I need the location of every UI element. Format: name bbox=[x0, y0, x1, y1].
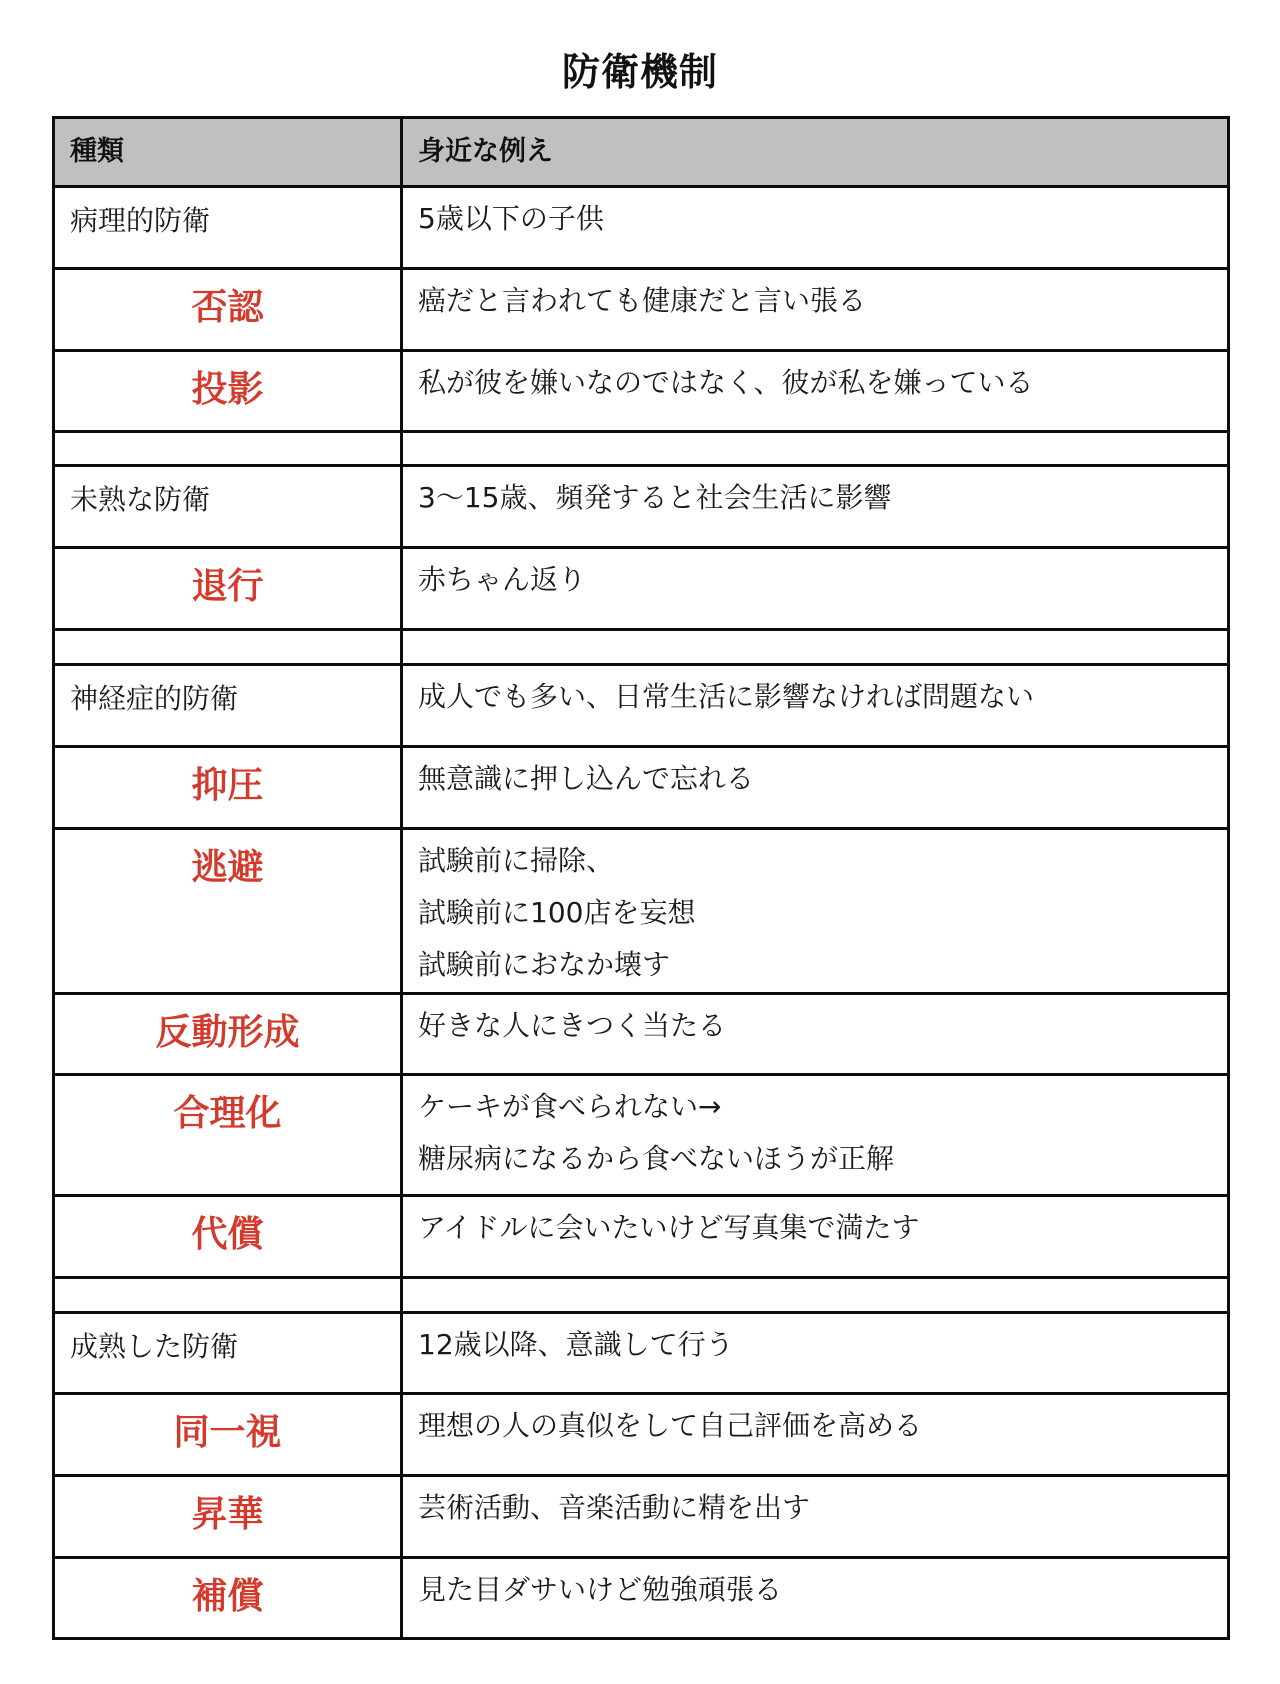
example-line: 赤ちゃん返り bbox=[418, 563, 587, 596]
example-line: 私が彼を嫌いなのではなく、彼が私を嫌っている bbox=[418, 366, 1034, 399]
mechanism-name: 退行 bbox=[191, 566, 264, 607]
example-line: 理想の人の真似をして自己評価を高める bbox=[418, 1409, 923, 1442]
example-text bbox=[418, 193, 604, 245]
header-type: 種類 bbox=[55, 119, 403, 185]
type-cell bbox=[55, 631, 403, 663]
example-text bbox=[418, 472, 891, 524]
table-header-row bbox=[55, 119, 1227, 188]
mechanism-row bbox=[55, 995, 1227, 1076]
example-line: 糖尿病になるから食べないほうが正解 bbox=[418, 1142, 895, 1175]
type-cell bbox=[55, 1076, 403, 1194]
mechanism-row bbox=[55, 1477, 1227, 1559]
example-line: 5歳以下の子供 bbox=[418, 202, 604, 235]
example-line: 癌だと言われても健康だと言い張る bbox=[418, 284, 867, 317]
example-line: 成人でも多い、日常生活に影響なければ問題ない bbox=[418, 680, 1035, 713]
mechanism-row bbox=[55, 352, 1227, 433]
example-text bbox=[418, 1564, 782, 1616]
mechanism-row bbox=[55, 1559, 1227, 1637]
example-text bbox=[418, 1202, 919, 1254]
example-cell bbox=[403, 549, 1227, 628]
example-cell bbox=[403, 433, 1227, 464]
example-cell bbox=[403, 995, 1227, 1073]
example-line: ケーキが食べられない→ bbox=[418, 1090, 722, 1123]
example-line: 3〜15歳、頻発すると社会生活に影響 bbox=[418, 481, 892, 514]
example-cell bbox=[403, 1395, 1227, 1474]
category-row bbox=[55, 467, 1227, 549]
mechanism-name: 逃避 bbox=[191, 847, 264, 888]
example-cell bbox=[403, 1197, 1227, 1276]
mechanism-name: 代償 bbox=[191, 1214, 264, 1255]
category-row bbox=[55, 188, 1227, 270]
example-line: 試験前におなか壊す bbox=[418, 948, 671, 981]
example-text bbox=[418, 1319, 734, 1371]
example-cell bbox=[403, 631, 1227, 663]
example-text bbox=[418, 357, 1033, 409]
category-row bbox=[55, 1314, 1227, 1395]
example-text bbox=[418, 753, 754, 805]
example-cell bbox=[403, 352, 1227, 430]
header-example: 身近な例え bbox=[418, 136, 553, 167]
mechanism-name: 同一視 bbox=[173, 1412, 282, 1453]
example-line: アイドルに会いたいけど写真集で満たす bbox=[418, 1211, 920, 1244]
mechanism-name: 昇華 bbox=[191, 1494, 264, 1535]
type-cell bbox=[55, 549, 403, 628]
example-text bbox=[418, 671, 1034, 723]
example-text bbox=[418, 1400, 922, 1452]
mechanism-row bbox=[55, 1197, 1227, 1279]
mechanism-name: 補償 bbox=[191, 1576, 264, 1617]
example-line: 試験前に100店を妄想 bbox=[418, 896, 696, 929]
type-cell bbox=[55, 467, 403, 546]
example-cell bbox=[403, 1076, 1227, 1194]
mechanism-name: 抑圧 bbox=[191, 765, 264, 806]
example-text bbox=[418, 1000, 726, 1052]
mechanism-name: 否認 bbox=[191, 287, 264, 328]
example-text bbox=[418, 275, 866, 327]
page-title: 防衛機制 bbox=[561, 50, 718, 94]
type-cell bbox=[55, 1314, 403, 1392]
example-cell bbox=[403, 1477, 1227, 1556]
mechanism-row bbox=[55, 1395, 1227, 1477]
type-cell bbox=[55, 1477, 403, 1556]
type-cell bbox=[55, 748, 403, 827]
category-row bbox=[55, 666, 1227, 748]
category-name: 未熟な防衛 bbox=[70, 483, 211, 516]
mechanism-row bbox=[55, 748, 1227, 830]
example-line: 12歳以降、意識して行う bbox=[418, 1328, 734, 1361]
example-text bbox=[418, 554, 586, 606]
example-cell bbox=[403, 467, 1227, 546]
spacer-row bbox=[55, 631, 1227, 666]
mechanism-name: 投影 bbox=[191, 369, 264, 410]
example-cell bbox=[403, 666, 1227, 745]
type-cell bbox=[55, 1197, 403, 1276]
example-text bbox=[418, 1482, 810, 1534]
mechanism-row bbox=[55, 270, 1227, 352]
example-cell bbox=[403, 1559, 1227, 1637]
type-cell bbox=[55, 352, 403, 430]
example-line: 好きな人にきつく当たる bbox=[418, 1009, 727, 1042]
category-name: 病理的防衛 bbox=[70, 204, 211, 237]
type-cell bbox=[55, 1279, 403, 1311]
type-cell bbox=[55, 1559, 403, 1637]
mechanism-name: 反動形成 bbox=[155, 1012, 300, 1053]
type-cell bbox=[55, 995, 403, 1073]
example-text bbox=[418, 1081, 894, 1185]
example-cell bbox=[403, 270, 1227, 349]
example-line: 無意識に押し込んで忘れる bbox=[418, 762, 755, 795]
type-cell bbox=[55, 270, 403, 349]
mechanism-row bbox=[55, 549, 1227, 631]
example-cell bbox=[403, 1279, 1227, 1311]
mechanism-row bbox=[55, 1076, 1227, 1197]
example-text bbox=[418, 835, 695, 991]
example-line: 見た目ダサいけど勉強頑張る bbox=[418, 1573, 783, 1606]
type-cell bbox=[55, 433, 403, 464]
type-cell bbox=[55, 188, 403, 267]
example-cell bbox=[403, 830, 1227, 992]
example-cell bbox=[403, 188, 1227, 267]
mechanism-name: 合理化 bbox=[173, 1093, 282, 1134]
defense-mechanism-table bbox=[52, 116, 1230, 1640]
type-cell bbox=[55, 830, 403, 992]
example-cell bbox=[403, 1314, 1227, 1392]
example-line: 試験前に掃除、 bbox=[418, 844, 615, 877]
example-line: 芸術活動、音楽活動に精を出す bbox=[418, 1491, 811, 1524]
type-cell bbox=[55, 666, 403, 745]
category-name: 神経症的防衛 bbox=[70, 682, 239, 715]
spacer-row bbox=[55, 433, 1227, 467]
example-cell bbox=[403, 748, 1227, 827]
mechanism-row bbox=[55, 830, 1227, 995]
category-name: 成熟した防衛 bbox=[70, 1330, 239, 1363]
spacer-row bbox=[55, 1279, 1227, 1314]
type-cell bbox=[55, 1395, 403, 1474]
